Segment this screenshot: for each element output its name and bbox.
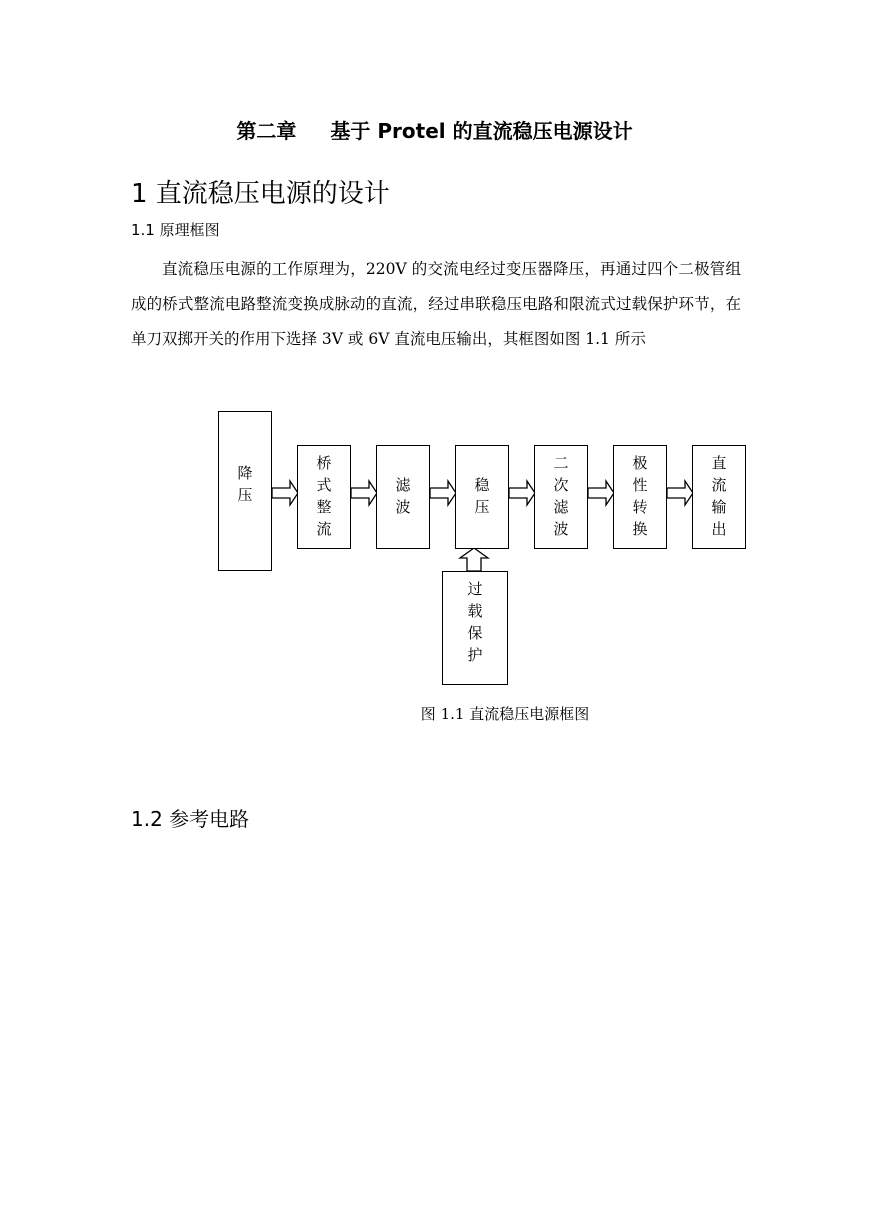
block-polarity-conversion — [613, 445, 667, 549]
block-bridge-rectifier — [297, 445, 351, 549]
arrow-right-icon — [588, 481, 614, 505]
block-label: 降压 — [237, 464, 253, 504]
block-step-down — [218, 411, 272, 571]
arrow-right-icon — [430, 481, 456, 505]
arrow-right-icon — [667, 481, 693, 505]
block-label: 桥式整流 — [316, 454, 332, 538]
chapter-number: 第二章 — [236, 119, 297, 143]
figure-caption: 图 1.1 直流稳压电源框图 — [420, 705, 590, 723]
arrow-up-icon — [460, 548, 488, 571]
subsection-heading-1-2: 1.2 参考电路 — [131, 807, 250, 831]
block-label: 二次滤波 — [553, 454, 569, 538]
arrow-right-icon — [351, 481, 377, 505]
chapter-name: 基于 Protel 的直流稳压电源设计 — [330, 119, 633, 143]
paragraph-text: 直流稳压电源的工作原理为，220V 的交流电经过变压器降压，再通过四个二极管组成的桥式整流电路整流变换成脉动的直流，经过串联稳压电路和限流式过载保护环节，在单刀双掷开关的作用下选择 3V 或 6V 直流电压输出，其框图如图 1.1 所示 — [131, 260, 741, 348]
block-filter — [376, 445, 430, 549]
block-regulator — [455, 445, 509, 549]
section-heading: 1 直流稳压电源的设计 — [131, 179, 390, 209]
block-dc-output — [692, 445, 746, 549]
block-label: 直流输出 — [711, 454, 727, 538]
block-label: 稳压 — [474, 476, 490, 516]
block-label: 极性转换 — [632, 454, 648, 538]
block-label: 滤波 — [395, 476, 411, 516]
block-overload-protection — [442, 571, 508, 685]
block-label: 过载保护 — [467, 580, 483, 664]
arrow-right-icon — [509, 481, 535, 505]
arrow-right-icon — [272, 481, 298, 505]
block-secondary-filter — [534, 445, 588, 549]
subsection-heading-1-1: 1.1 原理框图 — [131, 221, 220, 239]
